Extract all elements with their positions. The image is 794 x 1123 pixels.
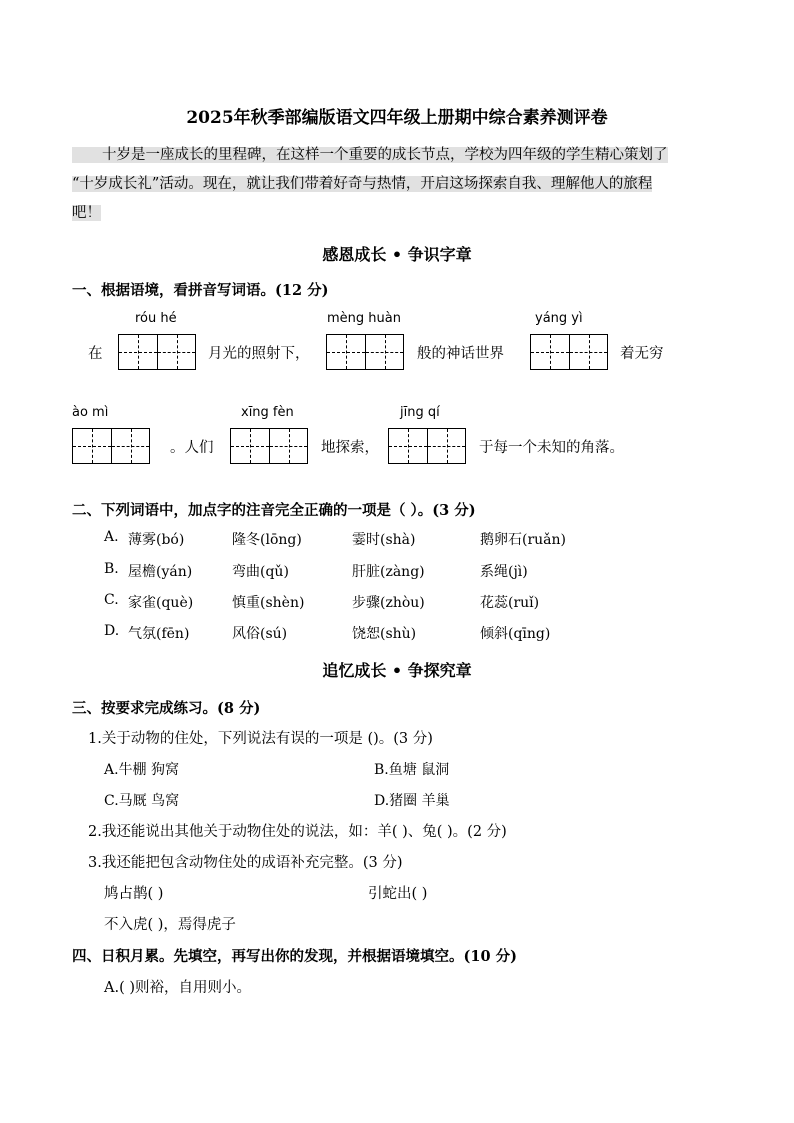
question-4-a: A.( )则裕，自用则小。: [104, 980, 252, 996]
question-4-heading: 四、日积月累。先填空，再写出你的发现，并根据语境填空。(10 分): [72, 948, 517, 965]
option-letter[interactable]: A.: [104, 529, 119, 545]
option-letter[interactable]: C.: [104, 592, 119, 608]
sentence-text: 月光的照射下，: [208, 346, 310, 362]
question-3-heading: 三、按要求完成练习。(8 分): [72, 700, 261, 717]
pinyin-label: mèng huàn: [327, 311, 401, 326]
option-word: 肝脏(zàng): [352, 564, 425, 580]
option-word: 鹅卵石(ruǎn): [480, 532, 566, 548]
intro-line-2: [72, 170, 722, 199]
sentence-text: 在: [88, 346, 103, 362]
sentence-text: 般的神话世界: [417, 346, 504, 362]
idiom-blank-2: 引蛇出( ): [368, 886, 428, 902]
option-word: 家雀(què): [128, 595, 194, 611]
question-3-1: 1.关于动物的住处，下列说法有误的一项是 ()。(3 分): [88, 731, 433, 747]
intro-line-3: [72, 199, 722, 228]
option-a[interactable]: A.牛棚 狗窝: [104, 762, 180, 778]
option-c[interactable]: C.马厩 鸟窝: [104, 793, 180, 809]
sentence-text: 地探索，: [321, 440, 379, 456]
question-1-heading: 一、根据语境，看拼音写词语。(12 分): [72, 282, 329, 299]
option-word: 步骤(zhòu): [352, 595, 425, 611]
idiom-blank-1: 鸠占鹊( ): [104, 886, 164, 902]
answer-box-rouhe[interactable]: [118, 334, 196, 370]
pinyin-label: xīng fèn: [241, 405, 294, 420]
section-heading-2: 追忆成长 • 争探究章: [322, 661, 472, 680]
intro-text: 十岁是一座成长的里程碑，在这样一个重要的成长节点，学校为四年级的学生精心策划了: [72, 147, 668, 163]
section-heading-1: 感恩成长 • 争识字章: [322, 245, 472, 264]
answer-box-yangyi[interactable]: [530, 334, 608, 370]
option-word: 倾斜(qīng): [480, 626, 551, 642]
option-word: 薄雾(bó): [128, 532, 185, 548]
page-title: 2025年秋季部编版语文四年级上册期中综合素养测评卷: [186, 108, 608, 128]
answer-box-xingfen[interactable]: [230, 428, 308, 464]
idiom-blank-3: 不入虎( )，焉得虎子: [104, 917, 236, 933]
option-d[interactable]: D.猪圈 羊巢: [374, 793, 450, 809]
option-letter[interactable]: D.: [104, 623, 120, 639]
pinyin-label: ào mì: [72, 405, 109, 420]
option-word: 花蕊(ruǐ): [480, 595, 540, 611]
answer-box-aomi[interactable]: [72, 428, 150, 464]
option-word: 屋檐(yán): [128, 564, 193, 580]
option-word: 饶恕(shù): [352, 626, 417, 642]
option-word: 弯曲(qǔ): [232, 564, 289, 580]
intro-text: “十岁成长礼”活动。现在，就让我们带着好奇与热情，开启这场探索自我、理解他人的旅程: [72, 176, 653, 192]
intro-line-1: [72, 141, 722, 170]
intro-text: 吧！: [72, 205, 101, 221]
option-b[interactable]: B.鱼塘 鼠洞: [374, 762, 450, 778]
sentence-text: 于每一个未知的角落。: [479, 440, 624, 456]
option-word: 慎重(shèn): [232, 595, 305, 611]
pinyin-label: yáng yì: [535, 311, 583, 326]
sentence-text: 。人们: [170, 440, 214, 456]
option-word: 系绳(jì): [480, 564, 528, 580]
answer-box-menghuan[interactable]: [326, 334, 404, 370]
sentence-text: 着无穷: [620, 346, 664, 362]
question-3-3: 3.我还能把包含动物住处的成语补充完整。(3 分): [88, 855, 403, 871]
option-word: 隆冬(lōng): [232, 532, 302, 548]
answer-box-jingqi[interactable]: [388, 428, 466, 464]
question-2-heading: 二、下列词语中，加点字的注音完全正确的一项是（ ）。(3 分): [72, 502, 476, 519]
pinyin-label: róu hé: [135, 311, 177, 326]
question-3-2: 2.我还能说出其他关于动物住处的说法，如：羊( )、兔( )。(2 分): [88, 824, 507, 840]
option-word: 风俗(sú): [232, 626, 288, 642]
option-word: 霎时(shà): [352, 532, 416, 548]
option-word: 气氛(fēn): [128, 626, 190, 642]
pinyin-label: jīng qí: [400, 405, 440, 420]
option-letter[interactable]: B.: [104, 561, 119, 577]
